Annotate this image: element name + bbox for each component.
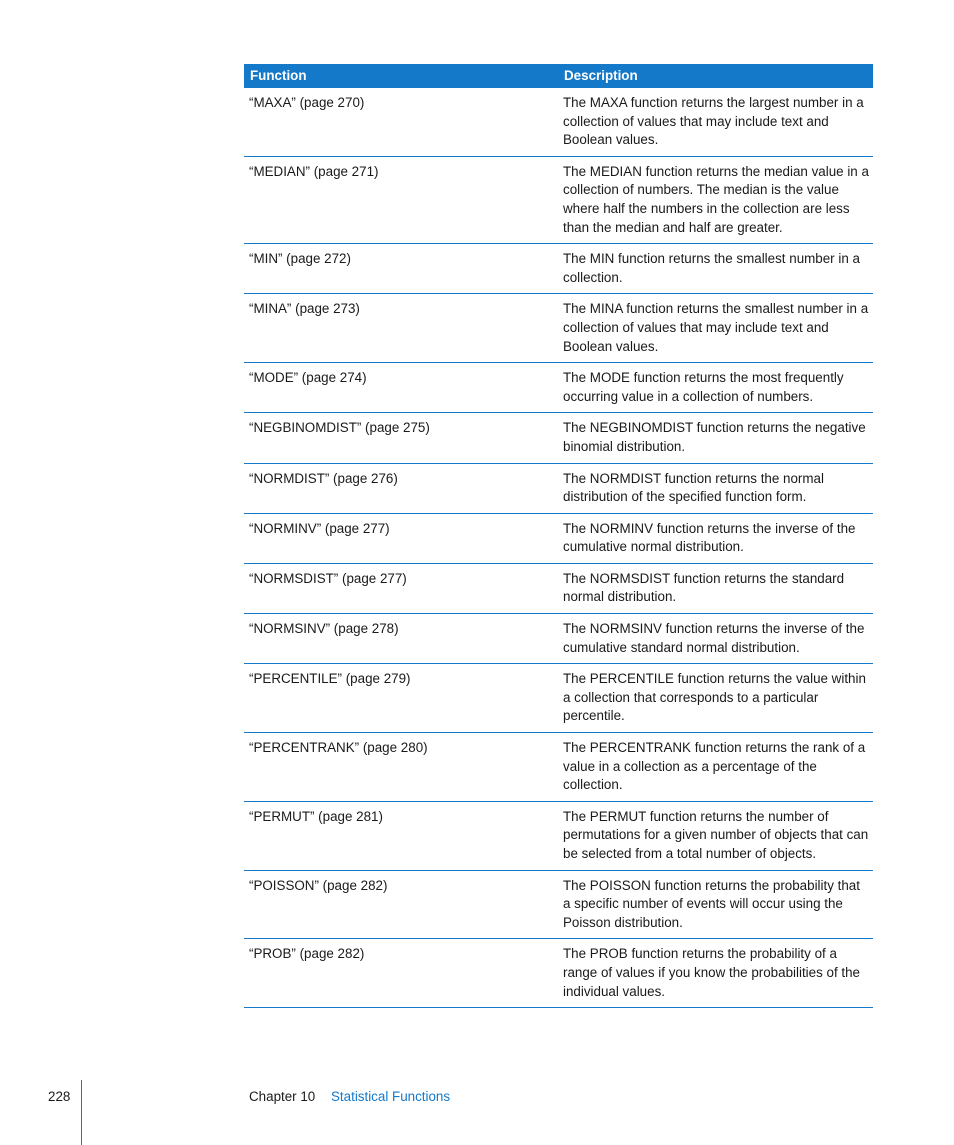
table-row — [244, 563, 873, 613]
chapter-label: Chapter 10 — [249, 1089, 316, 1104]
table-row — [244, 294, 873, 363]
table-row — [244, 513, 873, 563]
table-body — [244, 88, 873, 1008]
table-row — [244, 733, 873, 802]
header-description: Description — [558, 64, 873, 88]
function-description: The MEDIAN function returns the median value in a collection of numbers. The median is the value where half the numbers in the collection are less than the median and half are greater. — [558, 156, 873, 243]
function-name[interactable]: “MINA” (page 273) — [244, 294, 558, 363]
function-name[interactable]: “NORMSDIST” (page 277) — [244, 563, 558, 613]
page-number: 228 — [48, 1089, 71, 1104]
function-name[interactable]: “NORMINV” (page 277) — [244, 513, 558, 563]
table-row — [244, 614, 873, 664]
table-row — [244, 413, 873, 463]
function-name[interactable]: “PERCENTRANK” (page 280) — [244, 733, 558, 802]
function-description: The NORMSINV function returns the inverse of the cumulative standard normal distribution. — [558, 614, 873, 664]
function-description: The MAXA function returns the largest number in a collection of values that may include text and Boolean values. — [558, 88, 873, 156]
function-description: The MIN function returns the smallest number in a collection. — [558, 244, 873, 294]
header-function: Function — [244, 64, 558, 88]
function-description: The POISSON function returns the probability that a specific number of events will occur using the Poisson distribution. — [558, 870, 873, 939]
table-row — [244, 363, 873, 413]
function-name[interactable]: “PERMUT” (page 281) — [244, 801, 558, 870]
function-name[interactable]: “NORMDIST” (page 276) — [244, 463, 558, 513]
table-row — [244, 463, 873, 513]
function-description: The PERMUT function returns the number of permutations for a given number of objects that can be selected from a total number of objects. — [558, 801, 873, 870]
function-description: The PROB function returns the probability of a range of values if you know the probabilities of the individual values. — [558, 939, 873, 1008]
table-row — [244, 870, 873, 939]
function-description: The MINA function returns the smallest number in a collection of values that may include text and Boolean values. — [558, 294, 873, 363]
table-header — [244, 64, 873, 88]
function-name[interactable]: “MODE” (page 274) — [244, 363, 558, 413]
table-row — [244, 244, 873, 294]
function-description: The MODE function returns the most frequently occurring value in a collection of numbers. — [558, 363, 873, 413]
function-name[interactable]: “MEDIAN” (page 271) — [244, 156, 558, 243]
table-row — [244, 664, 873, 733]
function-name[interactable]: “MIN” (page 272) — [244, 244, 558, 294]
function-description: The NEGBINOMDIST function returns the negative binomial distribution. — [558, 413, 873, 463]
function-name[interactable]: “NEGBINOMDIST” (page 275) — [244, 413, 558, 463]
table-row — [244, 156, 873, 243]
table-row — [244, 88, 873, 156]
function-name[interactable]: “NORMSINV” (page 278) — [244, 614, 558, 664]
table-row — [244, 939, 873, 1008]
functions-table — [244, 64, 873, 1008]
function-description: The PERCENTRANK function returns the rank of a value in a collection as a percentage of the collection. — [558, 733, 873, 802]
table-header-row — [244, 64, 873, 88]
function-description: The NORMSDIST function returns the standard normal distribution. — [558, 563, 873, 613]
function-name[interactable]: “MAXA” (page 270) — [244, 88, 558, 156]
page-footer — [0, 1080, 954, 1145]
chapter-title-link[interactable]: Statistical Functions — [331, 1089, 451, 1104]
table-row — [244, 801, 873, 870]
function-name[interactable]: “POISSON” (page 282) — [244, 870, 558, 939]
function-name[interactable]: “PERCENTILE” (page 279) — [244, 664, 558, 733]
function-name[interactable]: “PROB” (page 282) — [244, 939, 558, 1008]
footer-divider — [81, 1080, 82, 1145]
function-description: The NORMINV function returns the inverse of the cumulative normal distribution. — [558, 513, 873, 563]
function-description: The NORMDIST function returns the normal distribution of the specified function form. — [558, 463, 873, 513]
function-description: The PERCENTILE function returns the value within a collection that corresponds to a particular percentile. — [558, 664, 873, 733]
